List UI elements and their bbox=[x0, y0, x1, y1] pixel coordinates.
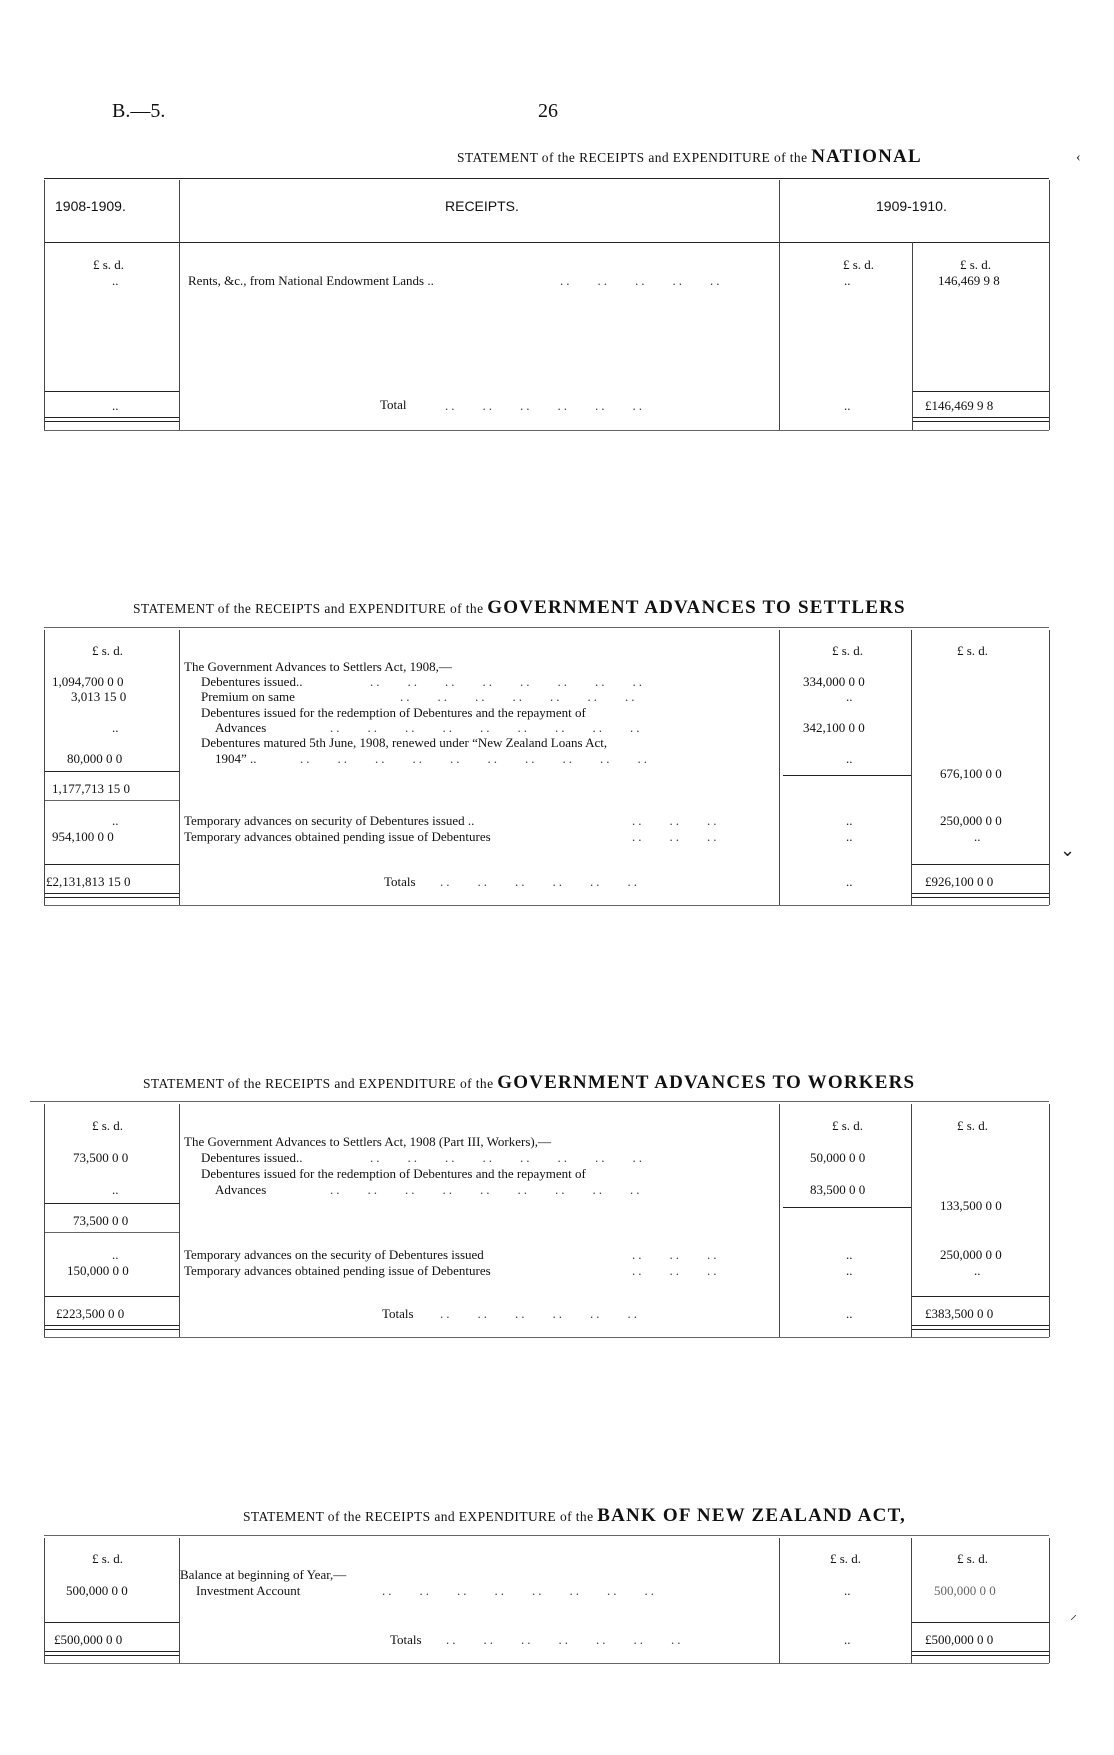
workers-temp2-right: .. bbox=[974, 1263, 981, 1278]
settlers-total-label: Totals bbox=[384, 874, 416, 889]
workers-title-prefix: STATEMENT of the RECEIPTS and EXPENDITURE of the bbox=[143, 1076, 494, 1091]
settlers-act-heading: The Government Advances to Settlers Act, 1908,— bbox=[184, 659, 452, 674]
margin-mark: ⸝ bbox=[1070, 1608, 1077, 1623]
settlers-total-right: £926,100 0 0 bbox=[925, 874, 994, 889]
workers-total-left: £223,500 0 0 bbox=[56, 1306, 125, 1321]
settlers-row-6-mid: .. bbox=[846, 751, 853, 766]
workers-temp2-label: Temporary advances obtained pending issue of Debentures bbox=[184, 1263, 491, 1278]
settlers-temp1-mid: .. bbox=[846, 813, 853, 828]
workers-temp1-right: 250,000 0 0 bbox=[940, 1247, 1002, 1262]
bank-unit-mid: £ s. d. bbox=[830, 1551, 862, 1566]
margin-mark: ⌄ bbox=[1060, 840, 1076, 860]
workers-row-1-label: Debentures issued.. bbox=[201, 1150, 303, 1165]
workers-title bbox=[143, 1072, 915, 1094]
workers-row-3-mid: 83,500 0 0 bbox=[810, 1182, 866, 1197]
settlers-unit-right: £ s. d. bbox=[957, 643, 989, 658]
workers-temp1-label: Temporary advances on the security of Debentures issued bbox=[184, 1247, 484, 1262]
dot-leader: .. .. .. bbox=[632, 813, 720, 828]
workers-row-3-label: Advances bbox=[215, 1182, 267, 1197]
dot-leader: .. .. .. bbox=[632, 1263, 720, 1278]
national-row-mid: .. bbox=[844, 273, 851, 288]
workers-row-1-left: 73,500 0 0 bbox=[73, 1150, 129, 1165]
workers-total-mid: .. bbox=[846, 1306, 853, 1321]
settlers-row-6-label: 1904” .. bbox=[215, 751, 257, 766]
national-unit-left: £ s. d. bbox=[93, 257, 125, 272]
margin-mark: ‹ bbox=[1076, 150, 1081, 165]
settlers-total-mid: .. bbox=[846, 874, 853, 889]
settlers-row-1-left: 1,094,700 0 0 bbox=[52, 674, 124, 689]
settlers-subtotal-left: 1,177,713 15 0 bbox=[52, 781, 130, 796]
bank-total-left: £500,000 0 0 bbox=[54, 1632, 123, 1647]
settlers-row-5-label: Debentures matured 5th June, 1908, renewed under “New Zealand Loans Act, bbox=[201, 735, 608, 750]
workers-row-3-left: .. bbox=[112, 1182, 119, 1197]
workers-temp1-mid: .. bbox=[846, 1247, 853, 1262]
bank-title-emphasis: BANK OF NEW ZEALAND ACT, bbox=[597, 1505, 906, 1526]
bank-row-left: 500,000 0 0 bbox=[66, 1583, 128, 1598]
bank-row-label: Investment Account bbox=[196, 1583, 301, 1598]
bank-unit-right: £ s. d. bbox=[957, 1551, 989, 1566]
bank-row-right: 500,000 0 0 bbox=[934, 1583, 996, 1598]
workers-title-emphasis: GOVERNMENT ADVANCES TO WORKERS bbox=[497, 1072, 916, 1093]
document-reference: B.—5. bbox=[112, 100, 166, 122]
dot-leader: .. .. .. .. .. bbox=[560, 273, 723, 288]
settlers-row-4-left: .. bbox=[112, 720, 119, 735]
national-row-left: .. bbox=[112, 273, 119, 288]
national-title-prefix: STATEMENT of the RECEIPTS and EXPENDITURE of the bbox=[457, 150, 808, 165]
settlers-row-4-mid: 342,100 0 0 bbox=[803, 720, 865, 735]
dot-leader: .. .. .. .. .. .. bbox=[440, 1306, 640, 1321]
settlers-total-left: £2,131,813 15 0 bbox=[46, 874, 131, 889]
national-title-emphasis: NATIONAL bbox=[811, 146, 922, 167]
workers-unit-mid: £ s. d. bbox=[832, 1118, 864, 1133]
dot-leader: .. .. .. .. .. .. .. .. bbox=[382, 1583, 657, 1598]
dot-leader: .. .. .. .. .. .. .. .. .. bbox=[330, 1182, 643, 1197]
national-unit-mid: £ s. d. bbox=[843, 257, 875, 272]
settlers-temp1-label: Temporary advances on security of Debentures issued .. bbox=[184, 813, 475, 828]
settlers-row-2-mid: .. bbox=[846, 689, 853, 704]
workers-subtotal-left: 73,500 0 0 bbox=[73, 1213, 129, 1228]
dot-leader: .. .. .. .. .. .. bbox=[445, 398, 645, 413]
settlers-temp1-left: .. bbox=[112, 813, 119, 828]
settlers-row-4-label: Advances bbox=[215, 720, 267, 735]
bank-total-mid: .. bbox=[844, 1632, 851, 1647]
settlers-temp1-right: 250,000 0 0 bbox=[940, 813, 1002, 828]
workers-total-label: Totals bbox=[382, 1306, 414, 1321]
page-number: 26 bbox=[538, 100, 558, 122]
settlers-row-3-label: Debentures issued for the redemption of Debentures and the repayment of bbox=[201, 705, 586, 720]
settlers-temp2-left: 954,100 0 0 bbox=[52, 829, 114, 844]
national-col-mid: RECEIPTS. bbox=[445, 198, 519, 214]
workers-total-right: £383,500 0 0 bbox=[925, 1306, 994, 1321]
national-unit-right: £ s. d. bbox=[960, 257, 992, 272]
bank-row-mid: .. bbox=[844, 1583, 851, 1598]
settlers-row-2-left: 3,013 15 0 bbox=[71, 689, 127, 704]
national-row-label: Rents, &c., from National Endowment Lands .. bbox=[188, 273, 434, 288]
bank-heading: Balance at beginning of Year,— bbox=[180, 1567, 347, 1582]
bank-unit-left: £ s. d. bbox=[92, 1551, 124, 1566]
settlers-title bbox=[133, 597, 906, 619]
dot-leader: .. .. .. .. .. .. .. .. .. bbox=[330, 720, 643, 735]
dot-leader: .. .. .. .. .. .. .. .. bbox=[370, 674, 645, 689]
national-total-right: £146,469 9 8 bbox=[925, 398, 994, 413]
settlers-row-1-label: Debentures issued.. bbox=[201, 674, 303, 689]
dot-leader: .. .. .. bbox=[632, 1247, 720, 1262]
settlers-title-prefix: STATEMENT of the RECEIPTS and EXPENDITURE of the bbox=[133, 601, 484, 616]
national-total-mid: .. bbox=[844, 398, 851, 413]
settlers-row-1-mid: 334,000 0 0 bbox=[803, 674, 865, 689]
workers-row-2-label: Debentures issued for the redemption of Debentures and the repayment of bbox=[201, 1166, 586, 1181]
settlers-row-2-label: Premium on same bbox=[201, 689, 295, 704]
bank-total-label: Totals bbox=[390, 1632, 422, 1647]
bank-total-right: £500,000 0 0 bbox=[925, 1632, 994, 1647]
settlers-title-emphasis: GOVERNMENT ADVANCES TO SETTLERS bbox=[487, 597, 906, 618]
workers-temp2-mid: .. bbox=[846, 1263, 853, 1278]
dot-leader: .. .. .. .. .. .. .. .. .. .. bbox=[300, 751, 650, 766]
national-total-left: .. bbox=[112, 398, 119, 413]
workers-temp1-left: .. bbox=[112, 1247, 119, 1262]
settlers-temp2-right: .. bbox=[974, 829, 981, 844]
workers-unit-right: £ s. d. bbox=[957, 1118, 989, 1133]
settlers-row-6-left: 80,000 0 0 bbox=[67, 751, 123, 766]
workers-unit-left: £ s. d. bbox=[92, 1118, 124, 1133]
national-title bbox=[457, 146, 922, 168]
settlers-unit-mid: £ s. d. bbox=[832, 643, 864, 658]
dot-leader: .. .. .. .. .. .. .. bbox=[446, 1632, 684, 1647]
workers-subtotal-right: 133,500 0 0 bbox=[940, 1198, 1002, 1213]
workers-act-heading: The Government Advances to Settlers Act, 1908 (Part III, Workers),— bbox=[184, 1134, 551, 1149]
settlers-unit-left: £ s. d. bbox=[92, 643, 124, 658]
bank-title-prefix: STATEMENT of the RECEIPTS and EXPENDITURE of the bbox=[243, 1509, 594, 1524]
settlers-temp2-label: Temporary advances obtained pending issue of Debentures bbox=[184, 829, 491, 844]
dot-leader: .. .. .. .. .. .. .. bbox=[400, 689, 638, 704]
settlers-subtotal-right: 676,100 0 0 bbox=[940, 766, 1002, 781]
workers-row-1-mid: 50,000 0 0 bbox=[810, 1150, 866, 1165]
dot-leader: .. .. .. bbox=[632, 829, 720, 844]
national-row-right: 146,469 9 8 bbox=[938, 273, 1000, 288]
dot-leader: .. .. .. .. .. .. .. .. bbox=[370, 1150, 645, 1165]
workers-temp2-left: 150,000 0 0 bbox=[67, 1263, 129, 1278]
bank-title bbox=[243, 1505, 906, 1527]
dot-leader: .. .. .. .. .. .. bbox=[440, 874, 640, 889]
national-col-left: 1908-1909. bbox=[55, 198, 126, 214]
national-total-label: Total bbox=[380, 397, 407, 412]
national-col-right: 1909-1910. bbox=[876, 198, 947, 214]
settlers-temp2-mid: .. bbox=[846, 829, 853, 844]
